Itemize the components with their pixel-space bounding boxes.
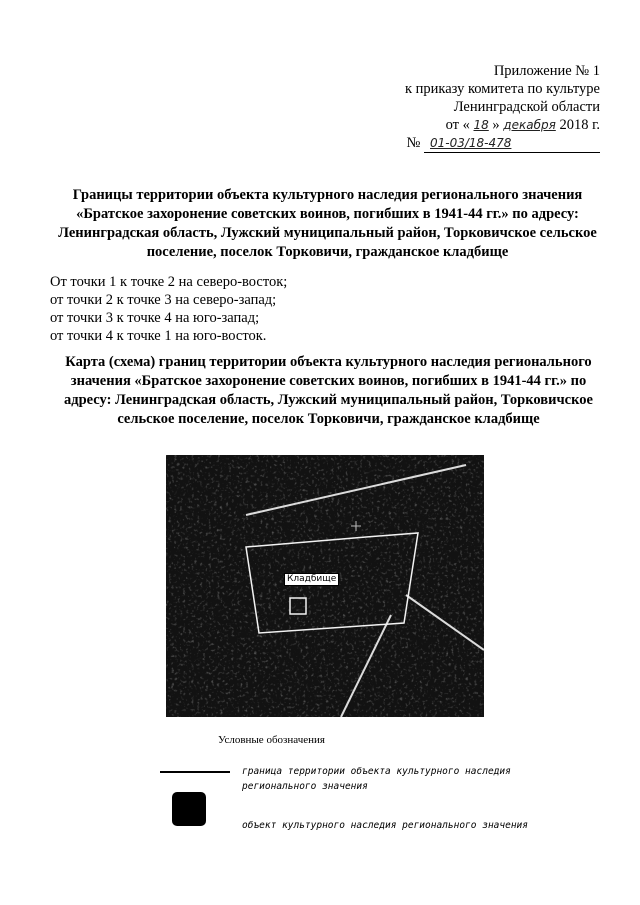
appendix-header xyxy=(340,62,600,153)
map-label-cemetery: Кладбище xyxy=(284,573,339,586)
boundary-line-2: от точки 2 к точке 3 на северо-запад; xyxy=(50,292,277,308)
number-prefix: № xyxy=(406,135,421,151)
boundary-description xyxy=(50,273,287,345)
legend-object-label: объект культурного наследия регионального значения xyxy=(242,820,528,831)
number-value: 01-03/18-478 xyxy=(430,136,512,150)
legend-boundary-label: граница территории объекта культурного наследия регионального значения xyxy=(242,766,511,792)
appendix-number xyxy=(340,134,600,153)
boundary-line-3: от точки 3 к точке 4 на юго-запад; xyxy=(50,310,260,326)
map-image xyxy=(166,455,484,717)
date-prefix: от « xyxy=(445,117,470,133)
appendix-date xyxy=(340,116,600,134)
map-title: Карта (схема) границ территории объекта культурного наследия регионального значения «Братское захоронение советских воинов, погибших в 1941-44 гг.» по адресу: Ленинградская область, Лужский муниципальный район, Торковичское сельское поселение, поселок Торковичи, гражданское кладбище xyxy=(64,354,593,427)
appendix-line2: к приказу комитета по культуре xyxy=(404,81,600,97)
date-year: 2018 г. xyxy=(559,117,600,133)
boundary-line-4: от точки 4 к точке 1 на юго-восток. xyxy=(50,328,267,344)
legend-boundary-line xyxy=(160,771,230,773)
map-scheme xyxy=(166,455,484,717)
legend-title: Условные обозначения xyxy=(218,734,325,746)
date-month: декабря xyxy=(503,118,556,132)
legend-object-box xyxy=(172,792,206,826)
document-title: Границы территории объекта культурного наследия регионального значения «Братское захоронение советских воинов, погибших в 1941-44 гг.» по адресу: Ленинградская область, Лужский муниципальный район, Торковичское сельское поселение, поселок Торковичи, гражданское кладбище xyxy=(58,187,597,260)
date-day: 18 xyxy=(473,118,489,132)
appendix-line1: Приложение № 1 xyxy=(493,63,600,79)
date-mid: » xyxy=(492,117,500,133)
appendix-line3: Ленинградской области xyxy=(453,99,600,115)
boundary-line-1: От точки 1 к точке 2 на северо-восток; xyxy=(50,274,288,290)
